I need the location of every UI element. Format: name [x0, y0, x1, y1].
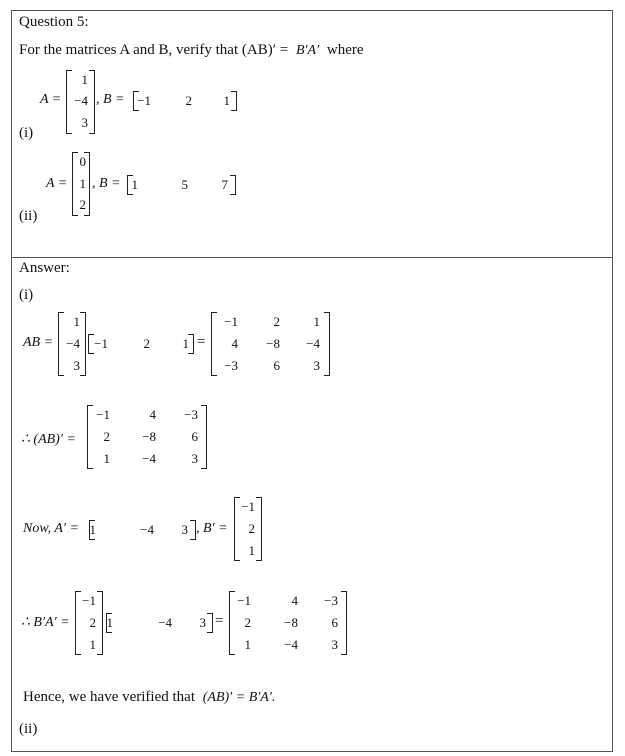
- ab-result-cell: −1: [224, 314, 238, 329]
- answer-part-ii-label: (ii): [19, 721, 38, 737]
- abt-cell: 2: [103, 429, 110, 444]
- q1-a-cell: −4: [74, 93, 88, 108]
- question-statement: [19, 42, 364, 59]
- ab-transpose-lhs: ∴ (AB)′ =: [21, 432, 76, 447]
- now-a-cell: 1: [89, 522, 96, 537]
- q1-a-lhs: A =: [40, 92, 62, 107]
- ab-result-cell: 6: [273, 358, 280, 373]
- q2-b-cell: 1: [131, 177, 138, 192]
- now-b-cell: 2: [248, 521, 255, 536]
- ba-result-cell: 6: [331, 615, 338, 630]
- ab-result-cell: 4: [231, 336, 238, 351]
- q1-b-lhs: , B =: [96, 92, 125, 107]
- q1-a-cell: 3: [81, 115, 88, 130]
- ba-result-cell: −8: [284, 615, 298, 630]
- now-b-right-bracket: [256, 497, 262, 561]
- section-divider: [11, 257, 613, 258]
- ab-result-cell: 3: [313, 358, 320, 373]
- statement-prefix: For the matrices A and B, verify that (AB)′ =: [19, 42, 289, 58]
- q2-label: (ii): [19, 208, 38, 224]
- ba-result-cell: −3: [324, 593, 338, 608]
- ba-a-cell: 1: [106, 615, 113, 630]
- q2-a-cell: 0: [79, 154, 86, 169]
- now-prefix: Now, A′ =: [23, 521, 79, 536]
- q2-a-cell: 1: [79, 176, 86, 191]
- now-a-cell: 3: [181, 522, 188, 537]
- ab-lhs: AB =: [23, 335, 54, 350]
- abt-cell: −3: [184, 407, 198, 422]
- ab-b-cell: 2: [143, 336, 150, 351]
- ba-b-cell: −1: [82, 593, 96, 608]
- ab-result-right-bracket: [324, 312, 330, 376]
- now-mid: , B′ =: [196, 521, 228, 536]
- ba-result-cell: 4: [291, 593, 298, 608]
- ba-a-right-bracket: [207, 613, 213, 633]
- question-heading: Question 5:: [19, 14, 89, 30]
- ab-result-cell: 2: [273, 314, 280, 329]
- abt-cell: −4: [142, 451, 156, 466]
- q1-b-cell: 2: [185, 93, 192, 108]
- answer-part-i-label: (i): [19, 287, 34, 303]
- ba-result-cell: 3: [331, 637, 338, 652]
- ab-a-cell: 1: [73, 314, 80, 329]
- ba-result-cell: 1: [244, 637, 251, 652]
- q2-b-cell: 5: [181, 177, 188, 192]
- ab-equals: =: [197, 334, 206, 350]
- statement-suffix: where: [326, 42, 364, 58]
- ab-result-cell: −4: [306, 336, 320, 351]
- abt-cell: 4: [149, 407, 156, 422]
- q2-a-cell: 2: [79, 197, 86, 212]
- abt-cell: −1: [96, 407, 110, 422]
- q1-b-cell: −1: [137, 93, 151, 108]
- statement-expr: B′A′: [295, 43, 320, 58]
- abt-cell: 6: [191, 429, 198, 444]
- abt-cell: 1: [103, 451, 110, 466]
- ab-b-cell: 1: [182, 336, 189, 351]
- now-a-cell: −4: [140, 522, 154, 537]
- conclusion-prefix: Hence, we have verified that: [23, 689, 195, 705]
- ba-result-cell: −4: [284, 637, 298, 652]
- now-b-cell: −1: [241, 499, 255, 514]
- ba-a-cell: −4: [158, 615, 172, 630]
- ab-a-cell: −4: [66, 336, 80, 351]
- ab-a-cell: 3: [73, 358, 80, 373]
- q2-a-lhs: A =: [46, 176, 68, 191]
- q1-b-cell: 1: [223, 93, 230, 108]
- ba-a-cell: 3: [199, 615, 206, 630]
- answer-heading: Answer:: [19, 260, 70, 276]
- ba-b-cell: 1: [89, 637, 96, 652]
- ba-result-cell: 2: [244, 615, 251, 630]
- now-b-cell: 1: [248, 543, 255, 558]
- q2-b-lhs: , B =: [92, 176, 121, 191]
- ba-result-cell: −1: [237, 593, 251, 608]
- ab-result-cell: −8: [266, 336, 280, 351]
- abt-cell: −8: [142, 429, 156, 444]
- abt-right-bracket: [201, 405, 207, 469]
- conclusion: [23, 689, 275, 706]
- ab-b-cell: −1: [94, 336, 108, 351]
- ba-b-cell: 2: [89, 615, 96, 630]
- ab-result-cell: 1: [313, 314, 320, 329]
- q2-b-cell: 7: [221, 177, 228, 192]
- q1-a-cell: 1: [81, 72, 88, 87]
- q2-b-right-bracket: [230, 175, 236, 195]
- ba-lhs: ∴ B′A′ =: [21, 615, 70, 630]
- q1-a-right-bracket: [89, 70, 95, 134]
- q1-b-right-bracket: [231, 91, 237, 111]
- ba-equals: =: [215, 613, 224, 629]
- conclusion-expr: (AB)′ = B′A′.: [202, 690, 276, 705]
- ba-result-right-bracket: [341, 591, 347, 655]
- q1-label: (i): [19, 125, 34, 141]
- abt-cell: 3: [191, 451, 198, 466]
- ab-result-cell: −3: [224, 358, 238, 373]
